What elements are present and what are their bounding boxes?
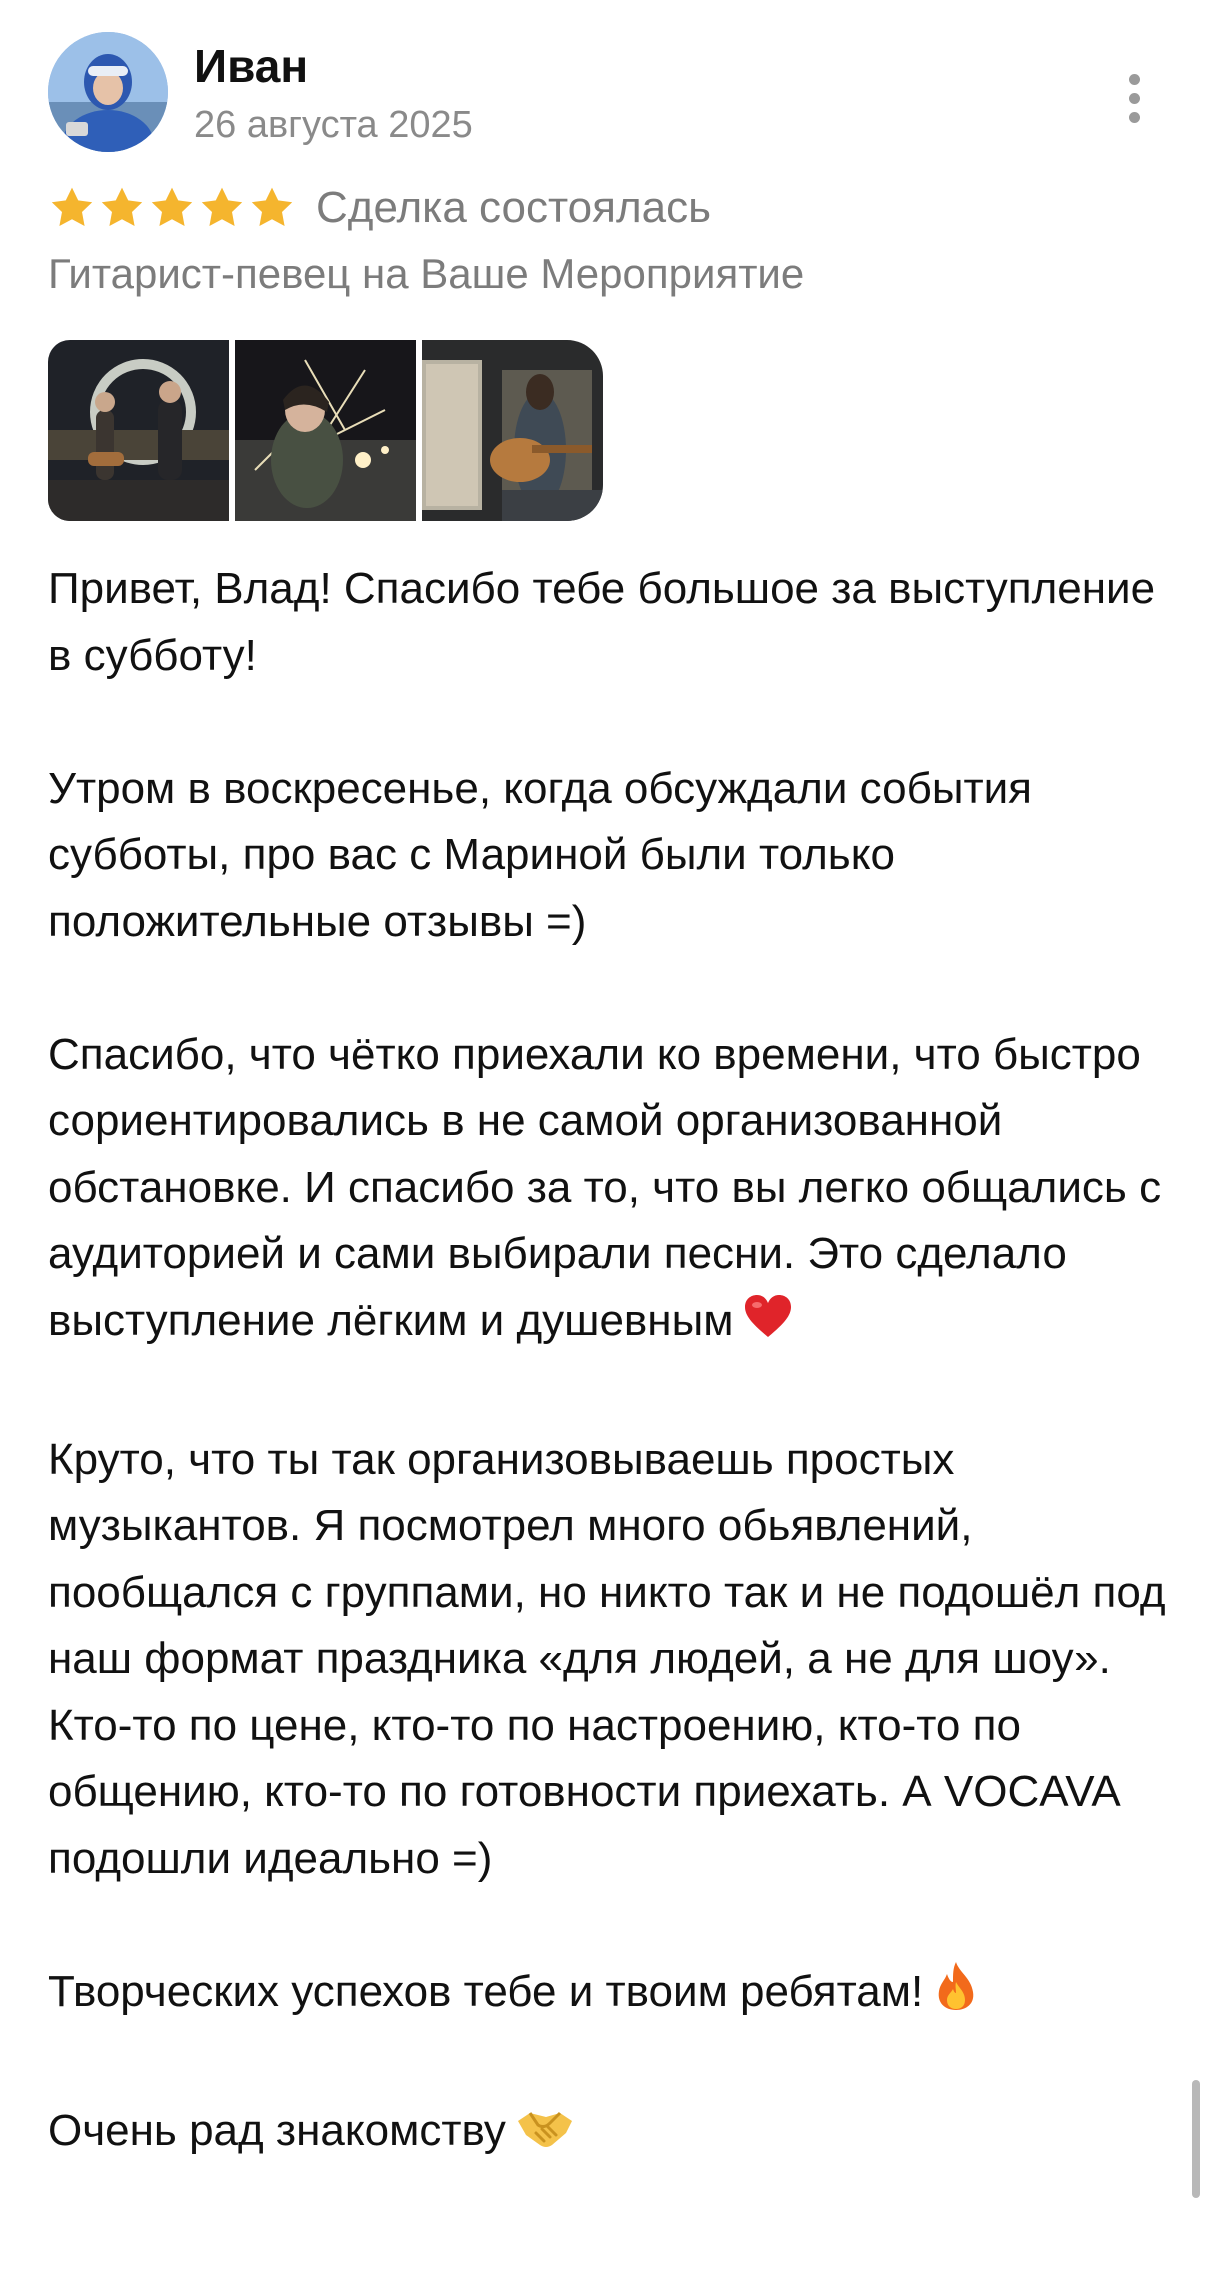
review-paragraph <box>48 756 1168 956</box>
service-title[interactable]: Гитарист-певец на Ваше Мероприятие <box>48 250 805 297</box>
deal-status: Сделка состоялась <box>316 183 712 232</box>
star-icon <box>48 184 96 232</box>
paragraph-text: Спасибо, что чётко приехали ко времени, что быстро сориентировались в не самой организованной обстановке. И спасибо за то, что вы легко общались с аудиторией и сами выбирали песни. Это сделало выступление лёгким и душевным <box>48 1029 1174 1345</box>
star-icon <box>98 184 146 232</box>
photo-gallery <box>48 340 603 521</box>
more-dot <box>1129 112 1140 123</box>
avatar[interactable] <box>48 32 168 152</box>
review-photo[interactable] <box>48 340 229 521</box>
review-date: 26 августа 2025 <box>194 104 473 146</box>
rating-row <box>48 178 711 238</box>
paragraph-text: Очень рад знакомству <box>48 2105 506 2155</box>
fire-emoji <box>933 1960 979 2032</box>
review-paragraph <box>48 556 1168 689</box>
review-paragraph <box>48 1427 1178 1893</box>
more-options-button[interactable] <box>1110 54 1158 142</box>
paragraph-text: Привет, Влад! Спасибо тебе большое за выступление в субботу! <box>48 564 1168 680</box>
scrollbar[interactable] <box>1192 2080 1200 2198</box>
star-icon <box>248 184 296 232</box>
review-paragraph <box>48 2098 1168 2171</box>
review-photo[interactable] <box>422 340 603 521</box>
paragraph-text: Утром в воскресенье, когда обсуждали события субботы, про вас с Мариной были только положительные отзывы =) <box>48 763 1045 946</box>
review-paragraph <box>48 1022 1174 1361</box>
review-text <box>48 556 1178 2237</box>
more-dot <box>1129 93 1140 104</box>
review-paragraph <box>48 1959 1168 2032</box>
review-photo[interactable] <box>235 340 416 521</box>
rating-stars <box>48 184 296 232</box>
handshake-emoji <box>516 2104 574 2171</box>
star-icon <box>198 184 246 232</box>
more-vertical-icon <box>1129 74 1140 85</box>
author-name[interactable]: Иван <box>194 40 309 92</box>
paragraph-text: Творческих успехов тебе и твоим ребятам! <box>48 1966 924 2016</box>
review-header <box>48 32 1158 156</box>
star-icon <box>148 184 196 232</box>
paragraph-text: Круто, что ты так организовываешь простых музыкантов. Я посмотрел много обьявлений, пообщался с группами, но никто так и не подошёл под наш формат праздника «для людей, а не для шоу». Кто-то по цене, кто-то по настроению, кто-то по общению, кто-то по готовности приехать. А VOCAVA подошли идеально =) <box>48 1434 1178 1883</box>
heart-emoji <box>743 1293 793 1361</box>
